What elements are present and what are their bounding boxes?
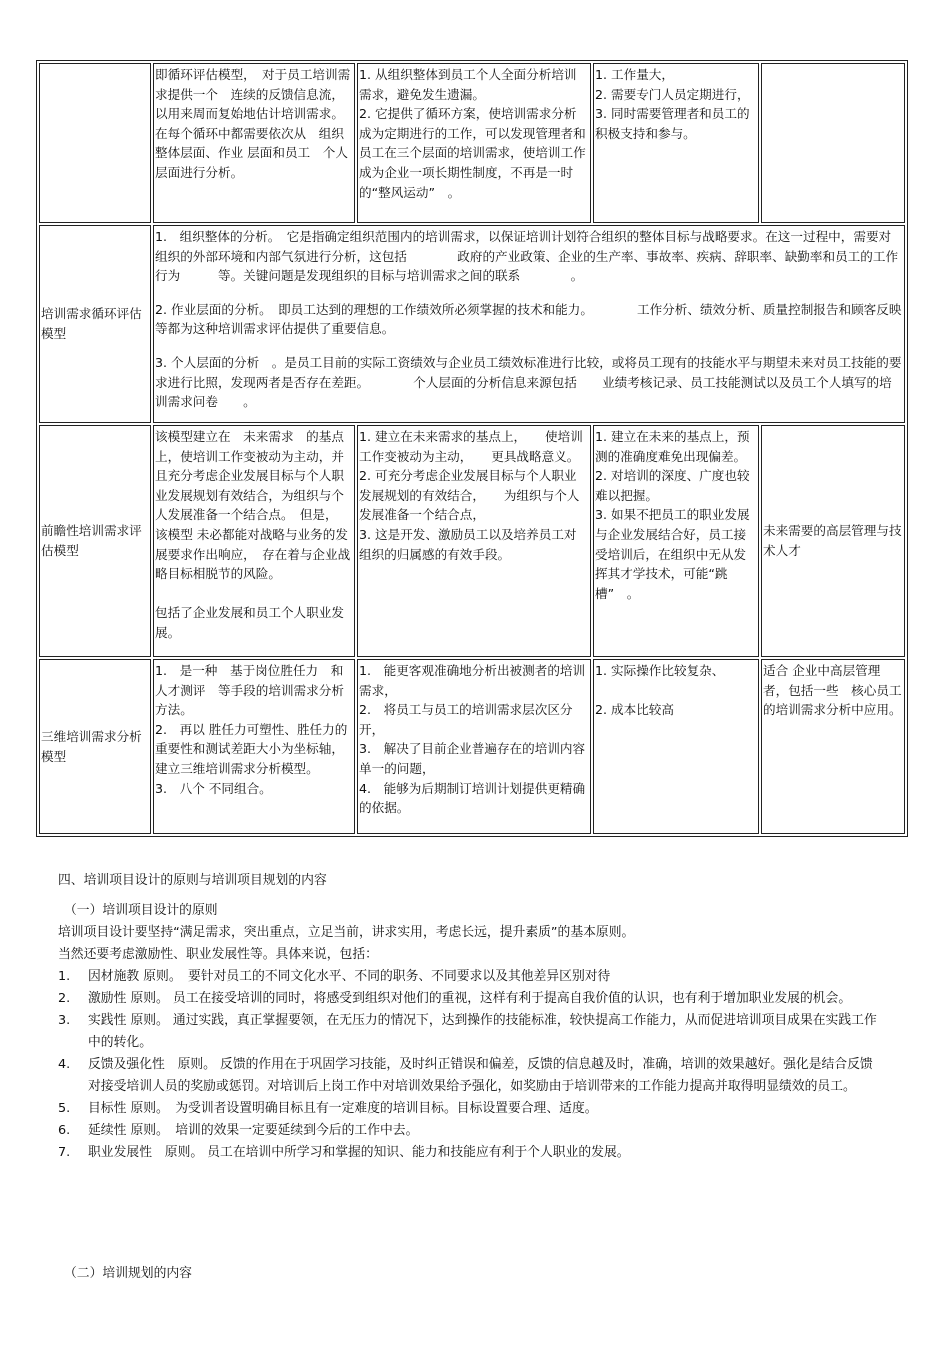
list-text: 目标性 原则。 为受训者设置明确目标且有一定难度的培训目标。目标设置要合理、适度。 bbox=[88, 1101, 598, 1116]
org-analysis-paragraph: 1. 组织整体的分析。 它是指确定组织范围内的培训需求，以保证培训计划符合组织的整体目标与战略要求。在这一过程中，需要对组织的外部环境和内部气氛进行分析，这包括 政府的产业政策、企业的生产率、事故率、疾病、辞职率、缺勤率和员工的工作行为 等。关键问题是发现组织的目标与培训需求之间的联系 。 bbox=[155, 229, 899, 284]
model-advantages-cell: 1. 建立在未来需求的基点上， 使培训工作变被动为主动， 更具战略意义。 2. 可充分考虑企业发展目标与个人职业发展规划的有效结合， 为组织与个人发展准备一个结合点， 3. 这是开发、激励员工以及培养员工对组织的归属感的有效手段。 bbox=[357, 425, 591, 657]
model-label-cell: 三维培训需求分析模型 bbox=[39, 659, 151, 834]
list-text: 反馈及强化性 原则。 反馈的作用在于巩固学习技能，及时纠正错误和偏差，反馈的信息越及时，准确，培训的效果越好。强化是结合反馈对接受培训人员的奖励或惩罚。对培训后上岗工作中对培训效果给予强化，如奖励由于培训带来的工作能力提高并取得明显绩效的员工。 bbox=[88, 1057, 873, 1094]
list-number: 4. bbox=[58, 1057, 71, 1072]
model-label-cell: 培训需求循环评估模型 bbox=[39, 225, 151, 423]
intro-paragraph: 培训项目设计要坚持“满足需求，突出重点，立足当前，讲求实用，考虑长远，提升素质”的基本原则。 bbox=[58, 925, 635, 940]
table-row bbox=[39, 225, 905, 423]
list-text: 激励性 原则。 员工在接受培训的同时，将感受到组织对他们的重视，这样有利于提高自我价值的认识，也有利于增加职业发展的机会。 bbox=[88, 991, 852, 1006]
principles-list bbox=[58, 966, 878, 1164]
model-description-cell: 该模型建立在 未来需求 的基点上，使培训工作变被动为主动，并且充分考虑企业发展目标与个人职业发展规划有效结合，为组织与个人发展准备一个结合点。 但是， 该模型 未必都能对战略与业务的发展要求作出响应， 存在着与企业战略目标相脱节的风险。 包括了企业发展和员工个人职业发展。 bbox=[153, 425, 355, 657]
table-row bbox=[39, 425, 905, 657]
model-disadvantages-cell: 1. 工作量大， 2. 需要专门人员定期进行， 3. 同时需要管理者和员工的积极支持和参与。 bbox=[593, 63, 759, 223]
model-description-cell: 即循环评估模型， 对于员工培训需求提供一个 连续的反馈信息流，以用来周而复始地估计培训需求。 在每个循环中都需要依次从 组织 整体层面、作业 层面和员工 个人 层面进行分析。 bbox=[153, 63, 355, 223]
list-number: 5. bbox=[58, 1101, 71, 1116]
table-row bbox=[39, 659, 905, 834]
list-item bbox=[58, 1010, 878, 1054]
table-row bbox=[39, 63, 905, 223]
model-disadvantages-cell: 1. 实际操作比较复杂、 2. 成本比较高 bbox=[593, 659, 759, 834]
model-description-cell: 1. 是一种 基于岗位胜任力 和人才测评 等手段的培训需求分析方法。 2. 再以 胜任力可塑性、胜任力的重要性和测试差距大小为坐标轴， 建立三维培训需求分析模型。 3. 八个 不同组合。 bbox=[153, 659, 355, 834]
training-model-table bbox=[36, 60, 915, 837]
list-item bbox=[58, 966, 878, 988]
list-item bbox=[58, 1098, 878, 1120]
model-scope-cell: 适合 企业中高层管理者，包括一些 核心员工的培训需求分析中应用。 bbox=[761, 659, 905, 834]
individual-analysis-paragraph: 3. 个人层面的分析 。是员工目前的实际工资绩效与企业员工绩效标准进行比较，或将员工现有的技能水平与期望未来对员工技能的要求进行比照，发现两者是否存在差距。 个人层面的分析信息来源包括 业绩考核记录、员工技能测试以及员工个人填写的培训需求问卷 。 bbox=[155, 354, 902, 410]
model-scope-cell: 未来需要的高层管理与技术人才 bbox=[761, 425, 905, 657]
analysis-levels-cell bbox=[153, 225, 915, 423]
intro-paragraph: 当然还要考虑激励性、职业发展性等。具体来说，包括： bbox=[58, 947, 378, 962]
job-analysis-paragraph: 2. 作业层面的分析。 即员工达到的理想的工作绩效所必须掌握的技术和能力。 工作分析、绩效分析、质量控制报告和顾客反映 等都为这种培训需求评估提供了重要信息。 bbox=[155, 301, 915, 337]
list-number: 1. bbox=[58, 969, 71, 984]
list-item bbox=[58, 988, 878, 1010]
model-disadvantages-cell: 1. 建立在未来的基点上，预测的准确度难免出现偏差。 2. 对培训的深度、广度也较难以把握。 3. 如果不把员工的职业发展与企业发展结合好，员工接受培训后，在组织中无从发挥其才学技术，可能“跳槽” 。 bbox=[593, 425, 759, 657]
model-advantages-cell: 1. 能更客观准确地分析出被测者的培训需求， 2. 将员工与员工的培训需求层次区分开， 3. 解决了目前企业普遍存在的培训内容单一的问题， 4. 能够为后期制订培训计划提供更精确的依据。 bbox=[357, 659, 591, 834]
model-advantages-cell: 1. 从组织整体到员工个人全面分析培训需求，避免发生遗漏。 2. 它提供了循环方案，使培训需求分析成为定期进行的工作，可以发现管理者和员工在三个层面的培训需求，使培训工作成为企业一项长期性制度，不再是一时的“整风运动” 。 bbox=[357, 63, 591, 223]
list-item bbox=[58, 1142, 878, 1164]
list-number: 3. bbox=[58, 1013, 71, 1028]
list-text: 因材施教 原则。 要针对员工的不同文化水平、不同的职务、不同要求以及其他差异区别对待 bbox=[88, 969, 611, 984]
list-number: 2. bbox=[58, 991, 71, 1006]
list-item bbox=[58, 1054, 878, 1098]
model-label-cell bbox=[39, 63, 151, 223]
model-label-cell: 前瞻性培训需求评估模型 bbox=[39, 425, 151, 657]
section-body bbox=[58, 870, 878, 1164]
list-item bbox=[58, 1120, 878, 1142]
list-text: 实践性 原则。 通过实践，真正掌握要领，在无压力的情况下，达到操作的技能标准，较快提高工作能力，从而促进培训项目成果在实践工作中的转化。 bbox=[88, 1013, 877, 1050]
model-scope-cell bbox=[761, 63, 905, 223]
list-text: 延续性 原则。 培训的效果一定要延续到今后的工作中去。 bbox=[88, 1123, 419, 1138]
subsection-heading: （二）培训规划的内容 bbox=[64, 1266, 192, 1281]
subsection-heading: （一）培训项目设计的原则 bbox=[64, 903, 218, 918]
list-number: 6. bbox=[58, 1123, 71, 1138]
list-number: 7. bbox=[58, 1145, 71, 1160]
section-heading: 四、培训项目设计的原则与培训项目规划的内容 bbox=[58, 873, 327, 888]
list-text: 职业发展性 原则。 员工在培训中所学习和掌握的知识、能力和技能应有利于个人职业的发展。 bbox=[88, 1145, 630, 1160]
